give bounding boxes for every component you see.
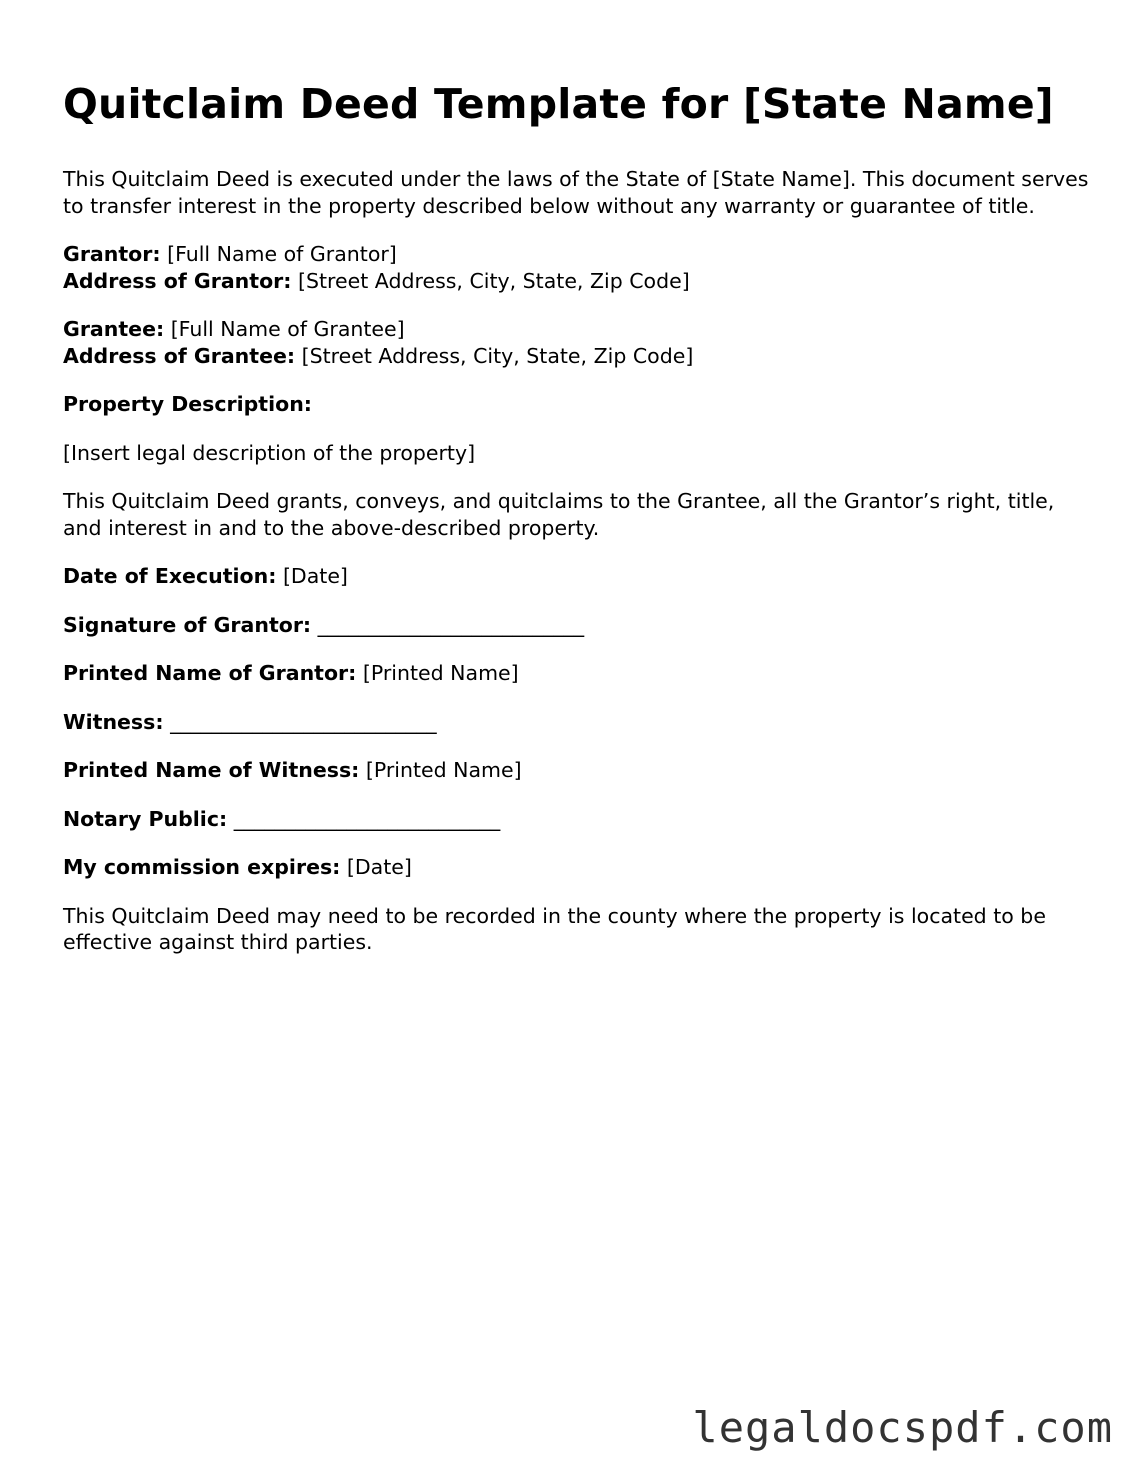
- closing-paragraph: This Quitclaim Deed may need to be recorded in the county where the property is located to be effective against third parties.: [63, 903, 1046, 954]
- grant-clause: This Quitclaim Deed grants, conveys, and quitclaims to the Grantee, all the Grantor’s right, title, and interest in and to the above-described property.: [63, 489, 1055, 540]
- field-value: [Printed Name]: [356, 661, 519, 685]
- field-label: Witness:: [63, 709, 164, 734]
- grantor-block: [63, 241, 1093, 294]
- field-label: Notary Public:: [63, 806, 228, 831]
- field-notary-public: [63, 806, 1093, 833]
- grantor-name-label: Grantor:: [63, 242, 161, 266]
- intro-paragraph: This Quitclaim Deed is executed under the laws of the State of [State Name]. This document serves to transfer interest in the property described below without any warranty or guarantee of title.: [63, 167, 1089, 218]
- grantor-name-line: [63, 241, 1093, 268]
- watermark: legaldocspdf.com: [692, 1403, 1113, 1452]
- grantee-address-value: [Street Address, City, State, Zip Code]: [295, 343, 694, 368]
- grantor-address-line: [63, 268, 1093, 295]
- field-label: Printed Name of Witness:: [63, 758, 360, 782]
- document-title: Quitclaim Deed Template for [State Name]: [63, 80, 1054, 128]
- field-label: Signature of Grantor:: [63, 612, 312, 637]
- grantee-name-value: [Full Name of Grantee]: [164, 317, 405, 341]
- property-description-label: Property Description:: [63, 392, 312, 416]
- field-label: Date of Execution:: [63, 564, 277, 588]
- grantee-block: [63, 316, 1093, 369]
- grantor-address-value: [Street Address, City, State, Zip Code]: [291, 268, 690, 293]
- grantee-address-label: Address of Grantee:: [63, 343, 296, 368]
- field-date-of-execution: [63, 563, 1093, 590]
- field-printed-name-of-grantor: [63, 660, 1093, 687]
- signature-line: __________________________: [311, 612, 585, 637]
- grantee-name-line: [63, 316, 1093, 343]
- grantor-name-value: [Full Name of Grantor]: [160, 242, 397, 266]
- field-signature-of-grantor: [63, 612, 1093, 639]
- document-page: [63, 78, 1093, 978]
- property-description-value: [Insert legal description of the property]: [63, 440, 476, 465]
- field-commission-expires: [63, 854, 1093, 881]
- property-description-heading: [63, 391, 1093, 418]
- field-printed-name-of-witness: [63, 757, 1093, 784]
- grantee-address-line: [63, 343, 1093, 370]
- field-value: [Printed Name]: [359, 758, 522, 782]
- field-witness: [63, 709, 1093, 736]
- signature-line: __________________________: [227, 806, 501, 831]
- field-label: My commission expires:: [63, 855, 341, 879]
- field-value: [Date]: [276, 564, 348, 588]
- grantee-name-label: Grantee:: [63, 317, 165, 341]
- field-value: [Date]: [340, 855, 412, 879]
- grantor-address-label: Address of Grantor:: [63, 268, 292, 293]
- signature-line: __________________________: [163, 709, 437, 734]
- field-label: Printed Name of Grantor:: [63, 661, 357, 685]
